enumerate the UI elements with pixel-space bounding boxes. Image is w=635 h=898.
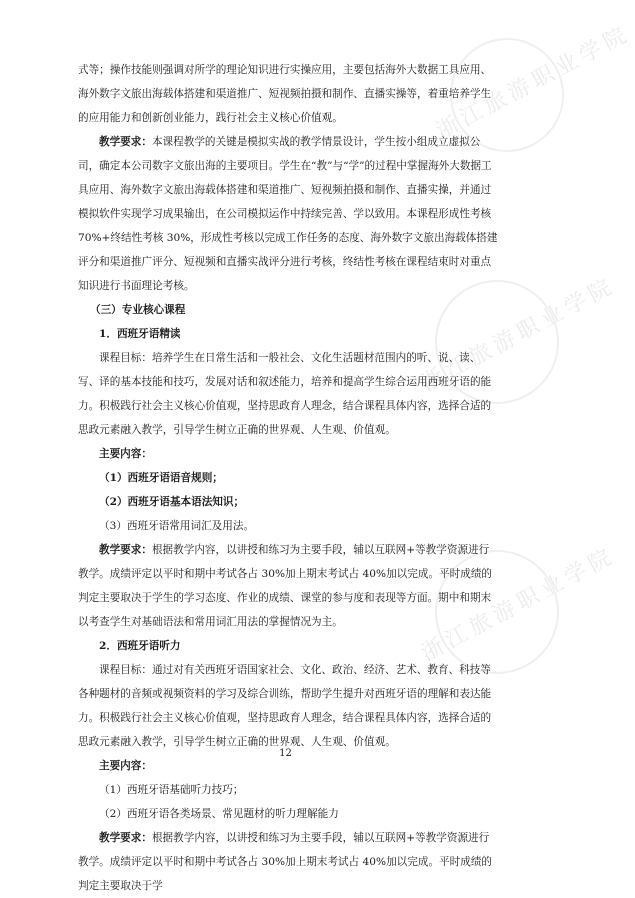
course-2-item: （1）西班牙语基础听力技巧； <box>99 784 244 796</box>
teaching-requirements-text: 本课程教学的关键是模拟实战的教学情景设计，学生按小组成立虚拟公司，确定本公司数字文旅出海的主要项目。学生在“教”与“学”的过程中掌握海外大数据工具应用、海外数字文旅出海载体搭建和渠道推广、短视频拍摄和制作、直播实操，并通过模拟软件实现学习成果输出，在公司模拟运作中持续完善、学以致用。本课程形成性考核 70%+终结性考核 30%，形成性考核以完成工作任务的态度、海外数字文旅出海载体搭建评分和渠道推广评分、短视频和直播实战评分进行考核，终结性考核在课程结束时对重点知识进行书面理论考核。 <box>78 136 498 292</box>
course-2-requirements-label: 教学要求： <box>99 832 152 844</box>
course-2-title: 2．西班牙语听力 <box>99 640 181 652</box>
course-1-requirements-label: 教学要求： <box>99 544 152 556</box>
course-1-title: 1．西班牙语精读 <box>99 328 181 340</box>
page-number: 12 <box>279 748 292 759</box>
course-2-item: （2）西班牙语各类场景、常见题材的听力理解能力 <box>99 808 339 820</box>
body-text <box>78 58 498 898</box>
course-1-item: （2）西班牙语基本语法知识； <box>99 496 245 508</box>
watermark-text: 浙江旅游职业学院 <box>432 21 635 145</box>
course-2-requirements-text: 根据教学内容，以讲授和练习为主要手段，辅以互联网+等教学资源进行教学。成绩评定以平时和期中考试各占 30%加上期末考试占 40%加以完成。平时成绩的判定主要取决于学 <box>78 832 493 892</box>
course-1-requirements-text: 根据教学内容，以讲授和练习为主要手段，辅以互联网+等教学资源进行教学。成绩评定以平时和期中考试各占 30%加上期末考试占 40%加以完成。平时成绩的判定主要取决于学生的学习态度、作业的成绩、课堂的参与度和表现等方面。期中和期末以考查学生对基础语法和常用词汇用法的掌握情况为主。 <box>78 544 493 628</box>
course-2-content-label: 主要内容： <box>99 760 152 772</box>
teaching-requirements-paragraph <box>78 130 498 298</box>
watermark-bottom: 浙江旅游职业学院 <box>410 520 570 690</box>
course-2-goal: 课程目标：通过对有关西班牙语国家社会、文化、政治、经济、艺术、教育、科技等各种题材的音频或视频资料的学习及综合训练，帮助学生提升对西班牙语的理解和表达能力。积极践行社会主义核心价值观，坚持思政育人理念，结合课程具体内容，选择合适的思政元素融入教学，引导学生树立正确的世界观、人生观、价值观。 <box>78 664 492 748</box>
course-2-requirements <box>78 826 498 898</box>
course-1-goal: 课程目标：培养学生在日常生活和一般社会、文化生活题材范围内的听、说、读、写、译的基本技能和技巧，发展对话和叙述能力，培养和提高学生综合运用西班牙语的能力。积极践行社会主义核心价值观，坚持思政育人理念，结合课程具体内容，选择合适的思政元素融入教学，引导学生树立正确的世界观、人生观、价值观。 <box>78 352 492 436</box>
teaching-requirements-label: 教学要求： <box>99 136 152 148</box>
paragraph-continued: 式等；操作技能则强调对所学的理论知识进行实操应用，主要包括海外大数据工具应用、海外数字文旅出海载体搭建和渠道推广、短视频拍摄和制作、直播实操等，着重培养学生的应用能力和创新创业能力，践行社会主义核心价值观。 <box>78 64 492 124</box>
section-heading: （三）专业核心课程 <box>90 304 186 316</box>
course-1-requirements <box>78 538 498 634</box>
course-1-content-label: 主要内容： <box>99 448 152 460</box>
course-1-item: （3）西班牙语常用词汇及用法。 <box>99 520 255 532</box>
course-1-item: （1）西班牙语语音规则； <box>99 472 223 484</box>
watermark-middle: 浙江旅游职业学院 <box>410 250 570 420</box>
